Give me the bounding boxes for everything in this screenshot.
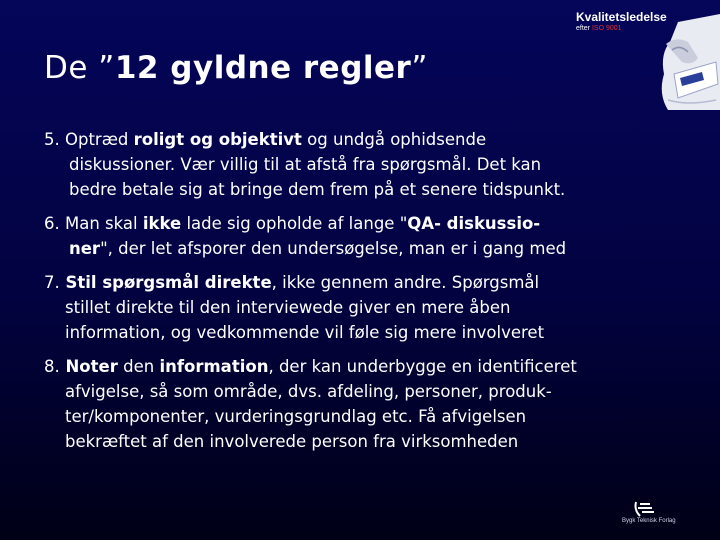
rule-text: , der kan underbygge en identificeret: [268, 357, 577, 376]
rule-number: 7.: [44, 273, 60, 292]
rule-line: [44, 354, 684, 379]
rule-emphasis: Noter: [59, 357, 118, 376]
rule-text: diskussioner. Vær villig til at afstå fra spørgsmål. Det kan: [69, 155, 542, 174]
rule-line: [44, 320, 684, 345]
rule-line: [44, 295, 684, 320]
rule-text: og undgå ophidsende: [301, 130, 487, 149]
rule-emphasis: ikke: [142, 214, 182, 233]
rule-text: lade sig opholde af lange ": [181, 214, 408, 233]
rule-item-8: [44, 354, 684, 454]
title-suffix: ”: [411, 50, 428, 86]
publisher-logo-icon: [620, 500, 690, 530]
rule-item-6: [44, 211, 684, 261]
rule-line: [44, 152, 684, 177]
rule-emphasis: information: [159, 357, 269, 376]
rules-list: [44, 127, 684, 463]
rule-text: den: [117, 357, 160, 376]
rule-text: bekræftet af den involverede person fra virksomheden: [65, 432, 519, 451]
rule-line: [44, 211, 684, 236]
slide-title: [44, 50, 428, 86]
rule-number: 8.: [44, 357, 60, 376]
rule-emphasis: roligt og objektivt: [133, 130, 302, 149]
hand-with-iso-document-icon: [658, 14, 720, 110]
publisher-name: Bygk Teknisk Forlag: [622, 518, 676, 524]
logo-subtitle: [576, 25, 622, 32]
rule-emphasis: QA- diskussio-: [407, 214, 541, 233]
rule-line: [44, 177, 684, 202]
rule-text: information, og vedkommende vil føle sig mere involveret: [65, 323, 545, 342]
rule-line: [44, 404, 684, 429]
title-bold: 12 gyldne regler: [114, 50, 412, 86]
rule-number: 5.: [44, 130, 60, 149]
rule-item-5: [44, 127, 684, 202]
rule-line: [44, 379, 684, 404]
logo-subtitle-iso: ISO 9001: [591, 25, 622, 32]
rule-line: [44, 270, 684, 295]
rule-text: stillet direkte til den interviewede giver en mere åben: [65, 298, 511, 317]
rule-text: Man skal: [59, 214, 143, 233]
rule-text: bedre betale sig at bringe dem frem på et senere tidspunkt.: [69, 180, 566, 199]
rule-text: afvigelse, så som område, dvs. afdeling, personer, produk-: [65, 382, 552, 401]
rule-text: Optræd: [59, 130, 134, 149]
rule-emphasis: ner: [69, 239, 101, 258]
logo-subtitle-prefix: efter: [576, 25, 592, 32]
rule-item-7: [44, 270, 684, 345]
rule-line: [44, 236, 684, 261]
rule-text: , ikke gennem andre. Spørgsmål: [271, 273, 540, 292]
rule-number: 6.: [44, 214, 60, 233]
rule-text: ", der let afsporer den undersøgelse, man er i gang med: [100, 239, 567, 258]
rule-text: ter/komponenter, vurderingsgrundlag etc. Få afvigelsen: [65, 407, 527, 426]
title-prefix: De ”: [44, 50, 115, 86]
rule-line: [44, 429, 684, 454]
rule-emphasis: Stil spørgsmål direkte: [59, 273, 272, 292]
logo-title: Kvalitetsledelse: [576, 10, 667, 24]
quality-logo: [566, 0, 720, 110]
rule-line: [44, 127, 684, 152]
